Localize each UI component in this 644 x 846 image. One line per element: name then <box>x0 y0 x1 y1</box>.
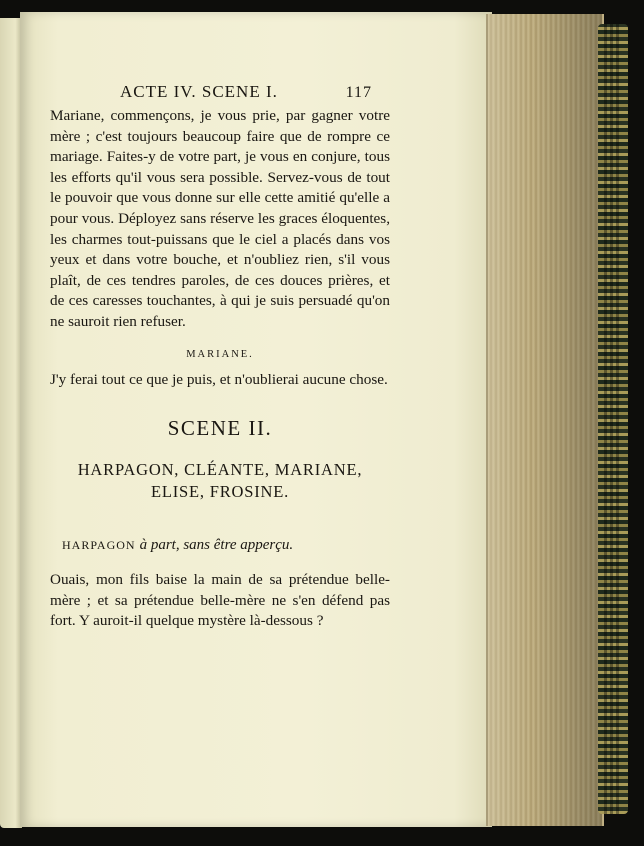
page-number: 117 <box>345 84 372 101</box>
speech-paragraph-1: Mariane, commençons, je vous prie, par gagner votre mère ; c'est toujours beaucoup faire que de rompre ce mariage. Faites-y de votre part, je vous en conjure, tous les efforts qu'il vous sera possible. Servez-vous de tout le pouvoir que vous donne sur elle cette amitié qu'elle a pour vous. Déployez sans réserve les graces éloquentes, les charmes tout-puissans que le ciel a placés dans vos yeux et dans votre bouche, et n'oubliez rien, s'il vous plaît, de ces tendres paroles, de ces douces prières, et de ces caresses touchantes, à qui je suis persuadé qu'on ne sauroit rien refuser. <box>50 107 390 330</box>
speech-paragraph-3: Ouais, mon fils baise la main de sa prétendue belle-mère ; et sa prétendue belle-mère ne s'en défend pas fort. Y auroit-il quelque mystère là-dessous ? <box>50 571 390 630</box>
fore-edge-shading <box>486 14 602 826</box>
running-head-title: ACTE IV. SCENE I. <box>120 82 278 101</box>
speaker-mariane: MARIANE. <box>186 348 254 360</box>
stage-direction: à part, sans être apperçu. <box>139 537 294 554</box>
page-content <box>50 82 390 632</box>
decorative-binding <box>598 24 628 814</box>
scene-title: SCENE II. <box>167 416 273 441</box>
left-page-edge <box>0 18 22 828</box>
speaker-direction <box>50 537 390 554</box>
character-list-line-1: HARPAGON, CLÉANTE, MARIANE, <box>77 460 363 480</box>
speech-paragraph-2: J'y ferai tout ce que je puis, et n'oublierai aucune chose. <box>50 370 388 388</box>
speaker-harpagon: HARPAGON <box>62 538 136 553</box>
running-head <box>120 82 372 102</box>
character-list <box>50 459 390 503</box>
character-list-line-2: ELISE, FROSINE. <box>150 482 290 502</box>
